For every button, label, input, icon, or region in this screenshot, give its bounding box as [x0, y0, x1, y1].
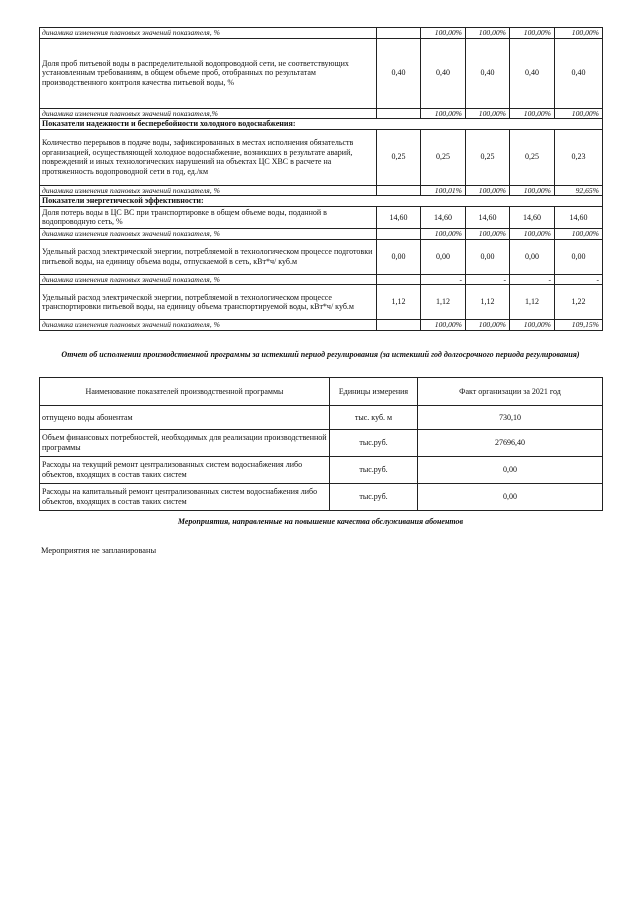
report-row	[40, 484, 603, 511]
indicator-value: 1,22	[555, 285, 603, 320]
indicator-value: -	[466, 274, 510, 285]
report-row-fact: 0,00	[418, 484, 603, 511]
indicator-value	[377, 228, 421, 239]
report-row-name: отпущено воды абонентам	[40, 406, 330, 430]
report-header-row	[40, 378, 603, 406]
indicator-value: 0,40	[466, 38, 510, 108]
indicator-value: 100,00%	[555, 108, 603, 119]
indicator-row	[40, 285, 603, 320]
indicator-value	[377, 320, 421, 331]
indicator-label: Удельный расход электрической энергии, потребляемой в технологическом процессе подготовки питьевой воды, на единицу объема воды, отпускаемой в сеть, кВт*ч/ куб.м	[40, 239, 377, 274]
measures-note: Мероприятия не запланированы	[41, 546, 157, 555]
indicator-value: 0,00	[377, 239, 421, 274]
indicator-value: 100,00%	[466, 185, 510, 196]
indicator-row	[40, 239, 603, 274]
indicator-value: 1,12	[421, 285, 466, 320]
dynamics-row	[40, 274, 603, 285]
report-row-fact: 730,10	[418, 406, 603, 430]
report-row-fact: 0,00	[418, 457, 603, 484]
indicator-value: 92,65%	[555, 185, 603, 196]
indicator-value: 100,00%	[510, 320, 555, 331]
indicator-value	[377, 185, 421, 196]
indicator-value: 0,25	[377, 129, 421, 185]
indicator-value: 100,00%	[466, 228, 510, 239]
section-header-row	[40, 196, 603, 207]
report-title: Отчет об исполнении производственной программы за истекший период регулирования (за истекший год долгосрочного периода регулирования)	[61, 350, 580, 359]
indicator-value: 100,00%	[466, 108, 510, 119]
report-row-name: Расходы на капитальный ремонт централизованных систем водоснабжения либо объектов, входящих в состав таких систем	[40, 484, 330, 511]
indicator-value: 100,00%	[510, 185, 555, 196]
indicator-label: динамика изменения плановых значений показателя,%	[40, 108, 377, 119]
indicator-value: 0,23	[555, 129, 603, 185]
report-row-name: Расходы на текущий ремонт централизованных систем водоснабжения либо объектов, входящих в состав таких систем	[40, 457, 330, 484]
indicator-value: 0,40	[377, 38, 421, 108]
dynamics-row	[40, 28, 603, 39]
indicator-label: Доля проб питьевой воды в распределительной водопроводной сети, не соответствующих установленным требованиям, в общем объеме проб, отобранных по результатам производственного контроля качества питьевой воды, %	[40, 38, 377, 108]
indicator-value: 109,15%	[555, 320, 603, 331]
indicator-value: 100,00%	[466, 28, 510, 39]
indicator-value: 100,00%	[421, 108, 466, 119]
report-row-unit: тыс.руб.	[330, 457, 418, 484]
dynamics-row	[40, 320, 603, 331]
report-row-fact: 27696,40	[418, 430, 603, 457]
section-header-row	[40, 119, 603, 130]
indicator-row	[40, 206, 603, 228]
header-indicator-name: Наименование показателей производственной программы	[40, 378, 330, 406]
indicators-table	[39, 27, 603, 331]
indicator-value: 1,12	[466, 285, 510, 320]
indicator-value: 0,40	[555, 38, 603, 108]
indicator-value: 100,00%	[510, 228, 555, 239]
indicator-value: 14,60	[466, 206, 510, 228]
indicator-value: 0,25	[510, 129, 555, 185]
indicator-row	[40, 129, 603, 185]
indicator-value: -	[555, 274, 603, 285]
indicator-row	[40, 38, 603, 108]
report-row	[40, 406, 603, 430]
indicator-value: -	[421, 274, 466, 285]
indicator-value: 100,00%	[510, 28, 555, 39]
indicator-label: Удельный расход электрической энергии, потребляемой в технологическом процессе транспортировки питьевой воды, на единицу объема транспортируемой воды, кВт*ч/ куб.м	[40, 285, 377, 320]
indicator-value: 0,25	[421, 129, 466, 185]
indicator-label: Количество перерывов в подаче воды, зафиксированных в местах исполнения обязательств организацией, осуществляющей холодное водоснабжение, возникших в результате аварий, повреждений и иных технологических нарушений на объектах ЦС ХВС в расчете на протяженность водопроводной сети в год, ед./км	[40, 129, 377, 185]
dynamics-row	[40, 185, 603, 196]
report-row	[40, 430, 603, 457]
indicator-value: 1,12	[377, 285, 421, 320]
report-row	[40, 457, 603, 484]
indicator-value: 14,60	[555, 206, 603, 228]
indicator-value: 0,00	[421, 239, 466, 274]
indicator-value: 100,00%	[466, 320, 510, 331]
report-row-name: Объем финансовых потребностей, необходимых для реализации производственной программы	[40, 430, 330, 457]
indicator-label: динамика изменения плановых значений показателя, %	[40, 320, 377, 331]
report-row-unit: тыс.руб.	[330, 430, 418, 457]
indicator-value	[377, 108, 421, 119]
indicator-value	[377, 274, 421, 285]
dynamics-row	[40, 108, 603, 119]
indicator-value: 0,00	[555, 239, 603, 274]
indicator-value: 100,00%	[421, 28, 466, 39]
indicator-label: динамика изменения плановых значений показателя, %	[40, 228, 377, 239]
report-row-unit: тыс.руб.	[330, 484, 418, 511]
indicator-value: 14,60	[510, 206, 555, 228]
indicator-value: 14,60	[377, 206, 421, 228]
indicator-label: динамика изменения плановых значений показателя, %	[40, 28, 377, 39]
indicator-value: 100,00%	[421, 228, 466, 239]
indicator-value: 100,00%	[555, 228, 603, 239]
indicator-value: 0,40	[421, 38, 466, 108]
indicator-value: 100,01%	[421, 185, 466, 196]
indicator-value: 100,00%	[555, 28, 603, 39]
section-title: Показатели надежности и бесперебойности холодного водоснабжения:	[40, 119, 603, 130]
measures-title: Мероприятия, направленные на повышение качества обслуживания абонентов	[177, 517, 464, 526]
header-units: Единицы измерения	[330, 378, 418, 406]
section-title: Показатели энергетической эффективности:	[40, 196, 603, 207]
indicator-value: -	[510, 274, 555, 285]
indicator-label: динамика изменения плановых значений показателя, %	[40, 274, 377, 285]
indicator-value: 100,00%	[421, 320, 466, 331]
indicator-value: 100,00%	[510, 108, 555, 119]
indicator-value: 0,00	[510, 239, 555, 274]
dynamics-row	[40, 228, 603, 239]
indicator-label: динамика изменения плановых значений показателя, %	[40, 185, 377, 196]
indicator-value: 1,12	[510, 285, 555, 320]
indicator-value: 0,00	[466, 239, 510, 274]
indicator-value: 14,60	[421, 206, 466, 228]
indicator-value: 0,40	[510, 38, 555, 108]
report-row-unit: тыс. куб. м	[330, 406, 418, 430]
indicator-label: Доля потерь воды в ЦС ВС при транспортировке в общем объеме воды, поданной в водопроводную сеть, %	[40, 206, 377, 228]
indicator-value	[377, 28, 421, 39]
production-program-report-table	[39, 377, 603, 511]
indicator-value: 0,25	[466, 129, 510, 185]
header-fact-2021: Факт организации за 2021 год	[418, 378, 603, 406]
